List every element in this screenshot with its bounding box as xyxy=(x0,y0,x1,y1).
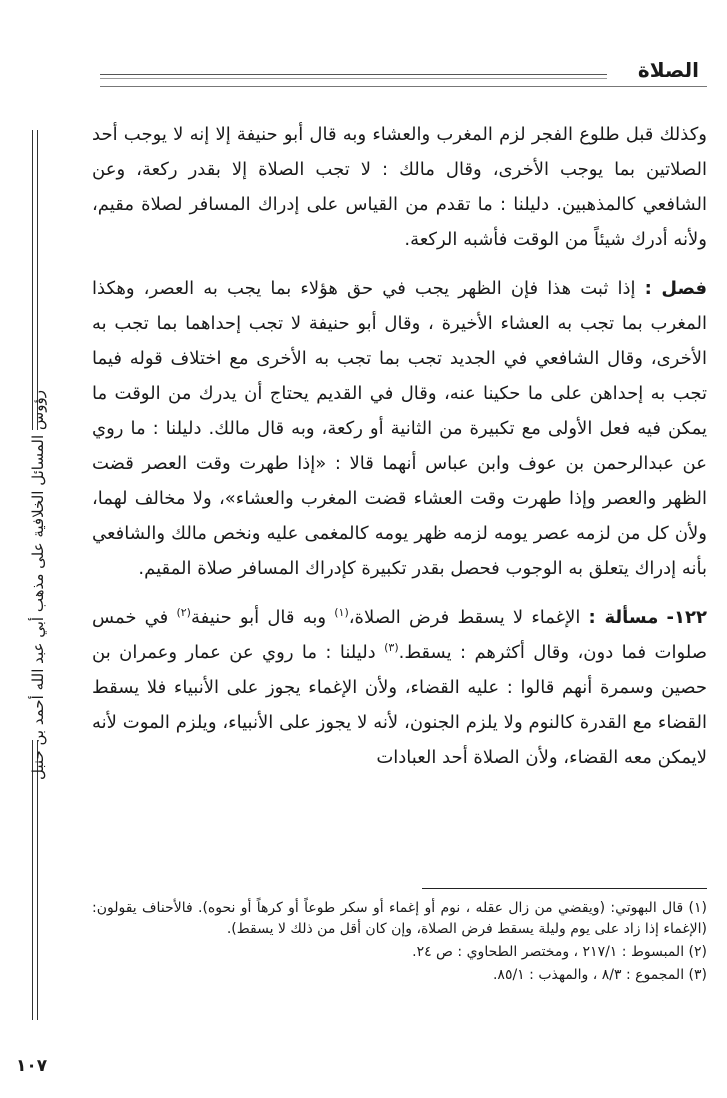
footnote-3: (٣) المجموع : ٨/٣ ، والمهذب : ٨٥/١. xyxy=(492,967,707,983)
paragraph-masala xyxy=(92,600,707,775)
footnote-2: (٢) المبسوط : ٢١٧/١ ، ومختصر الطحاوي : ص ٢٤. xyxy=(412,944,707,960)
footnote-ref-1[interactable]: (١) xyxy=(334,606,349,619)
masala-number: ١٢٢- xyxy=(666,607,707,628)
masala-text-2: وبه قال أبو حنيفة xyxy=(190,607,335,628)
header-rule-thin xyxy=(100,86,707,87)
header-title: الصلاة xyxy=(637,58,699,82)
fasl-text: إذا ثبت هذا فإن الظهر يجب في حق هؤلاء بما يجب به العصر، وهكذا المغرب بما تجب به العشاء الأخيرة ، وقال أبو حنيفة لا تجب إحداهما بما تجب به الأخرى، وقال الشافعي في الجديد تجب بما تجب به الأخرى مع اختلاف قوله فيما تجب به إحداهن على ما حكينا عنه، وقال في القديم يحتاج أن يدرك من الوقت ما يمكن فيه فعل الأولى مع تكبيرة من الثانية أو ركعة، وبه قال مالك. دليلنا : ما روي عن عبدالرحمن بن عوف وابن عباس أنهما قالا : «إذا طهرت وقت العصر قضت الظهر والعصر وإذا طهرت وقت العشاء قضت المغرب والعشاء»، ولا مخالف لهما، ولأن كل من لزمه عصر يومه لزمه ظهر يومه كالمغمى عليه ونخص مالك والشافعي بأنه إدراك يتعلق به الوجوب فحصل بقدر تكبيرة كإدراك المسافر صلاة المقيم. xyxy=(92,278,707,579)
footnote-1: (١) قال البهوتي: (ويقضي من زال عقله ، نوم أو إغماء أو سكر طوعاً أو كرهاً أو نحوه). فالأحناف يقولون: (الإغماء إذا زاد على يوم وليلة يسقط فرض الصلاة، وإن كان أقل من ذلك لا يسقط). xyxy=(92,900,707,937)
paragraph-1-text: وكذلك قبل طلوع الفجر لزم المغرب والعشاء وبه قال أبو حنيفة إلا إنه لا يوجب أحد الصلاتين بما يوجب الأخرى، وقال مالك : لا تجب الصلاة إلا بقدر ركعة، وعن الشافعي كالمذهبين. دليلنا : ما تقدم من القياس على إدراك المسافر لصلاة مقيم، ولأنه أدرك شيئاً من الوقت فأشبه الركعة. xyxy=(92,124,707,250)
footnote-ref-3[interactable]: (٣) xyxy=(384,641,399,654)
masala-text-3: في خمس صلوات فما دون، وقال أكثرهم : يسقط. xyxy=(92,607,707,663)
masala-text-4: دليلنا : ما روي عن عمار وعمران بن حصين وسمرة أنهم قالوا : عليه القضاء، ولأن الإغماء يجوز على الأنبياء فلا يسقط القضاء مع القدرة كالنوم ولا يلزم الجنون، لأنه لا يجوز على الأنبياء، ويلزم الموت لأنه لايمكن معه القضاء، ولأن الصلاة أحد العبادات xyxy=(92,642,707,768)
footnote-rule xyxy=(422,888,707,889)
page-number: ١٠٧ xyxy=(16,1056,48,1076)
masala-label: مسألة : xyxy=(588,607,659,628)
running-header xyxy=(100,56,707,96)
main-text xyxy=(92,117,707,775)
fasl-label: فصل : xyxy=(644,278,707,299)
header-rule xyxy=(100,74,607,79)
margin-running-title: رؤوس المسائل الخلافية على مذهب أبي عبد الله أحمد بن حنبل xyxy=(29,390,47,780)
masala-text-1: الإغماء لا يسقط فرض الصلاة، xyxy=(348,607,581,628)
paragraph-fasl xyxy=(92,271,707,586)
footnote-ref-2[interactable]: (٢) xyxy=(176,606,191,619)
paragraph-1 xyxy=(92,117,707,257)
footnotes xyxy=(92,898,707,988)
